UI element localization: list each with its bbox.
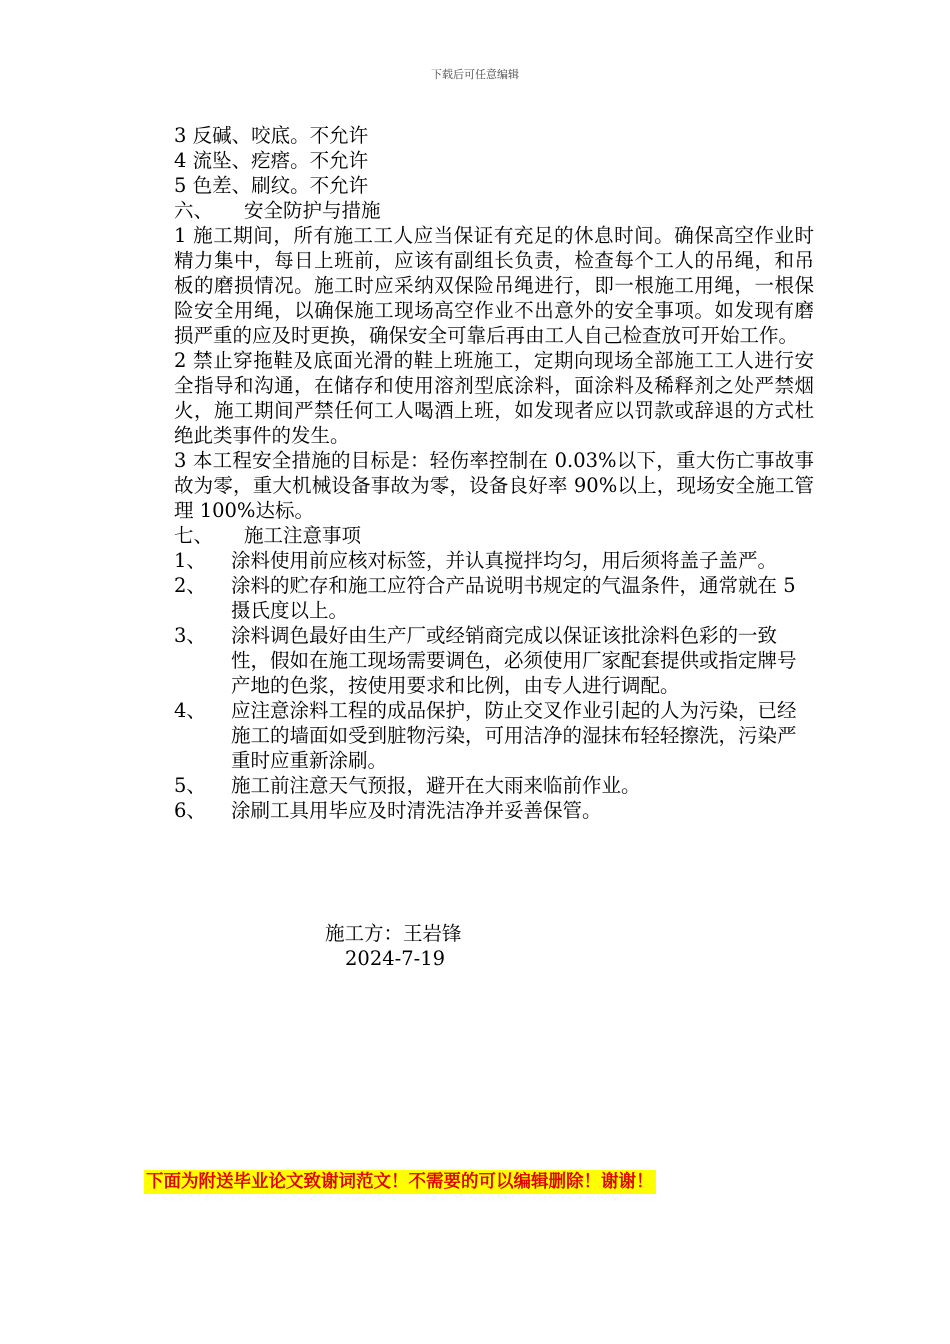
safety-paragraph: 3 本工程安全措施的目标是：轻伤率控制在 0.03%以下，重大伤亡事故事故为零，重大机械设备事故为零，设备良好率 90%以上，现场安全施工管理 100%达标。 (174, 449, 814, 522)
list-item-number: 4、 (174, 699, 206, 722)
list-item (174, 573, 814, 623)
criteria-item: 4 流坠、疙瘩。不允许 (174, 149, 369, 172)
list-item-number: 2、 (174, 574, 206, 597)
section-number: 七、 (174, 524, 214, 547)
safety-paragraph: 2 禁止穿拖鞋及底面光滑的鞋上班施工，定期向现场全部施工工人进行安全指导和沟通，在储存和使用溶剂型底涂料，面涂料及稀释剂之处严禁烟火，施工期间严禁任何工人喝酒上班，如发现者应以罚款或辞退的方式杜绝此类事件的发生。 (174, 349, 814, 447)
signature-date: 2024-7-19 (345, 947, 446, 970)
criteria-item: 5 色差、刷纹。不允许 (174, 174, 369, 197)
page-header: 下载后可任意编辑 (431, 68, 519, 81)
list-item (174, 548, 814, 573)
list-item-number: 1、 (174, 549, 206, 572)
list-item-text: 涂料的贮存和施工应符合产品说明书规定的气温条件，通常就在 5 摄氏度以上。 (231, 574, 796, 622)
list-item-number: 3、 (174, 624, 206, 647)
list-item-text: 涂料调色最好由生产厂或经销商完成以保证该批涂料色彩的一致性，假如在施工现场需要调色，必须使用厂家配套提供或指定牌号产地的色浆，按使用要求和比例，由专人进行调配。 (231, 624, 797, 697)
section-number: 六、 (174, 199, 214, 222)
signature-line: 施工方：王岩锋 (325, 922, 462, 945)
list-item-number: 5、 (174, 774, 206, 797)
highlighted-footer-note: 下面为附送毕业论文致谢词范文！不需要的可以编辑删除！谢谢！ (146, 1172, 654, 1192)
criteria-item: 3 反碱、咬底。不允许 (174, 124, 369, 147)
list-item (174, 623, 814, 698)
list-item (174, 798, 814, 823)
list-item-text: 涂料使用前应核对标签，并认真搅拌均匀，用后须将盖子盖严。 (231, 549, 778, 572)
list-item-text: 施工前注意天气预报，避开在大雨来临前作业。 (231, 774, 641, 797)
list-item (174, 698, 814, 773)
section-title: 安全防护与措施 (244, 199, 381, 222)
section-title: 施工注意事项 (244, 524, 362, 547)
section-heading-notes (174, 523, 814, 548)
list-item (174, 773, 814, 798)
document-body (174, 123, 814, 823)
list-item-text: 应注意涂料工程的成品保护，防止交叉作业引起的人为污染，已经施工的墙面如受到脏物污染，可用洁净的湿抹布轻轻擦洗，污染严重时应重新涂刷。 (231, 699, 797, 772)
section-heading-safety (174, 198, 814, 223)
list-item-text: 涂刷工具用毕应及时清洗洁净并妥善保管。 (231, 799, 602, 822)
list-item-number: 6、 (174, 799, 206, 822)
safety-paragraph: 1 施工期间，所有施工工人应当保证有充足的休息时间。确保高空作业时精力集中，每日上班前，应该有副组长负责，检查每个工人的吊绳，和吊板的磨损情况。施工时应采纳双保险吊绳进行，即一根施工用绳，一根保险安全用绳，以确保施工现场高空作业不出意外的安全事项。如发现有磨损严重的应及时更换，确保安全可靠后再由工人自己检查放可开始工作。 (174, 224, 814, 347)
signature-block (325, 921, 462, 971)
